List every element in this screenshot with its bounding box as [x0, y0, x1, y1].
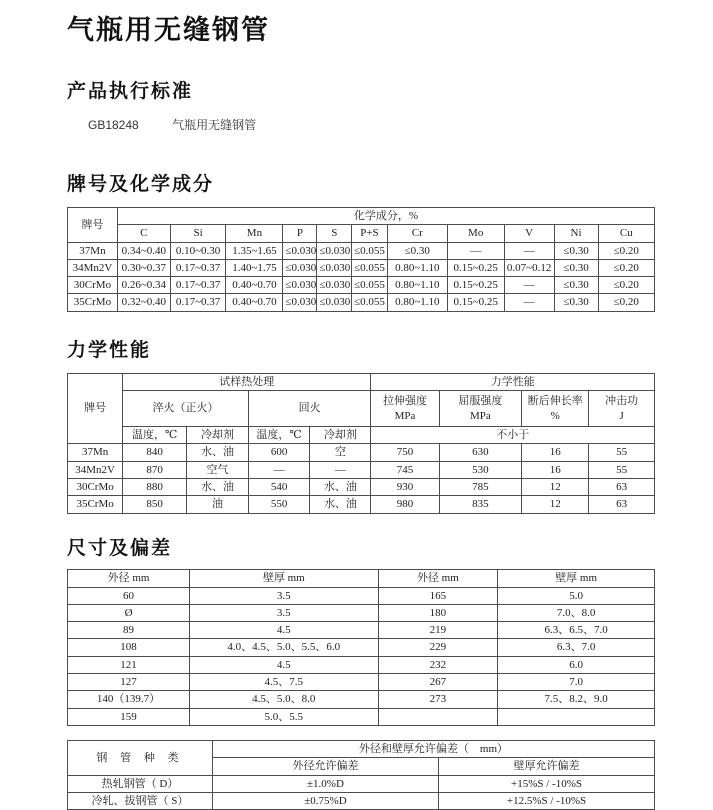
mechanical-properties-table-body: [68, 444, 655, 513]
chemical-composition-table: [67, 207, 655, 312]
table-cell: 0.15~0.25: [447, 259, 504, 276]
standard-line: [67, 116, 656, 133]
column-header-grade: 牌号: [68, 208, 118, 243]
table-cell: 5.0: [498, 587, 655, 604]
table-row: [68, 496, 655, 513]
table-row: [68, 691, 655, 708]
table-cell: ≤0.20: [598, 277, 654, 294]
table-cell: 121: [68, 656, 190, 673]
mechanical-properties-table: [67, 373, 655, 514]
table-cell: 0.15~0.25: [447, 294, 504, 311]
table-cell: +15%S / -10%S: [438, 775, 654, 792]
table-cell: ≤0.030: [283, 277, 317, 294]
column-header-element: Cr: [387, 225, 447, 242]
table-cell: +12.5%S / -10%S: [438, 792, 654, 809]
table-cell: ≤0.030: [317, 242, 352, 259]
section-heading-mechanical: 力学性能: [67, 339, 152, 361]
standard-name: 气瓶用无缝钢管: [172, 118, 257, 132]
table-cell: 0.80~1.10: [387, 259, 447, 276]
table-cell: 35CrMo: [68, 496, 123, 513]
table-row: [68, 674, 655, 691]
column-group-header-tolerance: 外径和壁厚允许偏差（ mm）: [212, 740, 654, 757]
table-cell: ≤0.030: [317, 259, 352, 276]
table-row: [68, 775, 655, 792]
table-row: [68, 792, 655, 809]
table-cell: 835: [439, 496, 522, 513]
table-cell: ≤0.030: [317, 277, 352, 294]
table-cell: 0.34~0.40: [117, 242, 170, 259]
table-cell: 229: [378, 639, 498, 656]
table-cell: 34Mn2V: [68, 259, 118, 276]
column-header-grade: 牌号: [68, 373, 123, 444]
page-title: 气瓶用无缝钢管: [67, 15, 270, 45]
table-cell: ±1.0%D: [212, 775, 438, 792]
table-cell: 273: [378, 691, 498, 708]
table-cell: 219: [378, 622, 498, 639]
table-row: [68, 461, 655, 478]
table-cell: 5.0、5.5: [190, 708, 378, 725]
table-cell: 165: [378, 587, 498, 604]
table-cell: ≤0.30: [554, 242, 598, 259]
table-cell: 0.17~0.37: [170, 294, 226, 311]
table-cell: 12: [522, 478, 589, 495]
column-header-quench: 淬火（正火）: [123, 391, 249, 427]
table-cell: 870: [123, 461, 187, 478]
table-cell: 0.10~0.30: [170, 242, 226, 259]
column-header-outer-diameter: 外径 mm: [68, 569, 190, 587]
table-cell: —: [447, 242, 504, 259]
table-cell: 140（139.7）: [68, 691, 190, 708]
dimensions-table: [67, 569, 655, 726]
column-header-coolant: 冷却剂: [310, 427, 371, 444]
table-cell: 35CrMo: [68, 294, 118, 311]
table-cell: 267: [378, 674, 498, 691]
table-cell: —: [504, 294, 554, 311]
table-cell: 159: [68, 708, 190, 725]
standard-code: GB18248: [88, 118, 139, 132]
table-row: [68, 740, 655, 757]
table-cell: [378, 708, 498, 725]
section-heading-dimensions: 尺寸及偏差: [67, 537, 173, 559]
column-header-wall-thickness: 壁厚 mm: [190, 569, 378, 587]
table-cell: 3.5: [190, 604, 378, 621]
table-cell: ≤0.20: [598, 242, 654, 259]
table-cell: 30CrMo: [68, 478, 123, 495]
table-cell: ≤0.030: [283, 259, 317, 276]
column-header-temperature: 温度，℃: [123, 427, 187, 444]
table-cell: 60: [68, 587, 190, 604]
table-cell: 12: [522, 496, 589, 513]
column-header-tensile: [371, 391, 439, 427]
table-cell: 550: [248, 496, 310, 513]
table-cell: ≤0.030: [317, 294, 352, 311]
table-cell: 745: [371, 461, 439, 478]
table-cell: 0.32~0.40: [117, 294, 170, 311]
chemical-composition-table-body: [68, 242, 655, 311]
table-cell: 16: [522, 444, 589, 461]
table-row: [68, 294, 655, 311]
table-cell: 63: [589, 496, 655, 513]
table-cell: 37Mn: [68, 444, 123, 461]
table-cell: 530: [439, 461, 522, 478]
table-cell: ≤0.055: [352, 259, 388, 276]
table-row: [68, 656, 655, 673]
table-cell: ±0.75%D: [212, 792, 438, 809]
table-cell: ≤0.30: [387, 242, 447, 259]
table-row: [68, 708, 655, 725]
header-unit: MPa: [394, 409, 416, 422]
table-row: [68, 639, 655, 656]
table-cell: 7.5、8.2、9.0: [498, 691, 655, 708]
column-header-yield: [439, 391, 522, 427]
table-cell: 水、油: [310, 478, 371, 495]
header-label: 断后伸长率: [527, 395, 583, 408]
table-cell: 930: [371, 478, 439, 495]
table-cell: 油: [187, 496, 249, 513]
table-cell: 180: [378, 604, 498, 621]
table-cell: 6.3、7.0: [498, 639, 655, 656]
table-cell: 0.30~0.37: [117, 259, 170, 276]
table-cell: 4.5、7.5: [190, 674, 378, 691]
table-row: [68, 242, 655, 259]
header-label: 屈服强度: [458, 395, 503, 408]
table-cell: 0.26~0.34: [117, 277, 170, 294]
table-row: [68, 622, 655, 639]
table-row: [68, 587, 655, 604]
table-cell: ≤0.030: [283, 294, 317, 311]
table-cell: 37Mn: [68, 242, 118, 259]
column-header-od-tolerance: 外径允许偏差: [212, 758, 438, 775]
table-row: [68, 604, 655, 621]
table-cell: 108: [68, 639, 190, 656]
header-unit: J: [619, 409, 624, 422]
table-cell: 水、油: [187, 478, 249, 495]
table-row: [68, 478, 655, 495]
table-cell: ≤0.055: [352, 277, 388, 294]
table-row: [68, 259, 655, 276]
table-cell: 630: [439, 444, 522, 461]
table-cell: ≤0.20: [598, 259, 654, 276]
header-unit: %: [550, 409, 560, 422]
column-header-element: Mo: [447, 225, 504, 242]
table-cell: 34Mn2V: [68, 461, 123, 478]
table-cell: ≤0.30: [554, 259, 598, 276]
table-cell: ≤0.055: [352, 294, 388, 311]
table-cell: 4.0、4.5、5.0、5.5、6.0: [190, 639, 378, 656]
table-cell: ≤0.30: [554, 294, 598, 311]
table-cell: 0.15~0.25: [447, 277, 504, 294]
table-cell: 热轧钢管（ D）: [68, 775, 213, 792]
column-header-element: P: [283, 225, 317, 242]
column-header-element: V: [504, 225, 554, 242]
column-group-header-heat-treatment: 试样热处理: [123, 373, 371, 390]
section-heading-chemistry: 牌号及化学成分: [67, 174, 215, 195]
table-cell: 0.17~0.37: [170, 259, 226, 276]
table-cell: ≤0.030: [283, 242, 317, 259]
column-header-pipe-type: 钢 管 种 类: [68, 740, 213, 775]
column-header-element: Si: [170, 225, 226, 242]
table-cell: 750: [371, 444, 439, 461]
table-cell: 540: [248, 478, 310, 495]
header-label: 拉伸强度: [382, 395, 427, 408]
table-cell: 880: [123, 478, 187, 495]
table-cell: 4.5、5.0、8.0: [190, 691, 378, 708]
column-header-elongation: [522, 391, 589, 427]
column-group-header-mechanical: 力学性能: [371, 373, 655, 390]
table-cell: 4.5: [190, 622, 378, 639]
tolerance-table: [67, 740, 655, 810]
table-row: [68, 373, 655, 390]
table-cell: 0.07~0.12: [504, 259, 554, 276]
table-row: [68, 225, 655, 242]
header-unit: MPa: [470, 409, 491, 422]
table-row: [68, 391, 655, 427]
table-cell: 0.80~1.10: [387, 277, 447, 294]
column-header-element: C: [117, 225, 170, 242]
column-header-element: P+S: [352, 225, 388, 242]
column-header-wt-tolerance: 壁厚允许偏差: [438, 758, 654, 775]
column-header-temper: 回火: [248, 391, 371, 427]
column-header-element: Mn: [226, 225, 283, 242]
tolerance-table-body: [68, 775, 655, 810]
column-header-element: Ni: [554, 225, 598, 242]
column-group-header-chemistry: 化学成分，%: [117, 208, 654, 225]
table-cell: Ø: [68, 604, 190, 621]
table-row: [68, 427, 655, 444]
table-cell: 0.17~0.37: [170, 277, 226, 294]
table-cell: 600: [248, 444, 310, 461]
table-cell: —: [310, 461, 371, 478]
column-header-coolant: 冷却剂: [187, 427, 249, 444]
table-row: [68, 277, 655, 294]
table-cell: 0.80~1.10: [387, 294, 447, 311]
table-cell: 55: [589, 444, 655, 461]
table-cell: [498, 708, 655, 725]
table-cell: 3.5: [190, 587, 378, 604]
table-cell: —: [248, 461, 310, 478]
table-row: [68, 569, 655, 587]
table-cell: 水、油: [310, 496, 371, 513]
table-cell: —: [504, 242, 554, 259]
table-cell: 55: [589, 461, 655, 478]
table-cell: 7.0、8.0: [498, 604, 655, 621]
table-cell: 6.3、6.5、7.0: [498, 622, 655, 639]
table-cell: 16: [522, 461, 589, 478]
table-cell: 冷轧、拔钢管（ S）: [68, 792, 213, 809]
column-header-impact: [589, 391, 655, 427]
table-cell: 840: [123, 444, 187, 461]
table-cell: 0.40~0.70: [226, 294, 283, 311]
column-header-element: Cu: [598, 225, 654, 242]
table-cell: 空气: [187, 461, 249, 478]
table-cell: ≤0.20: [598, 294, 654, 311]
table-cell: 空: [310, 444, 371, 461]
column-header-element: S: [317, 225, 352, 242]
table-cell: 1.35~1.65: [226, 242, 283, 259]
table-cell: 127: [68, 674, 190, 691]
table-cell: 89: [68, 622, 190, 639]
table-cell: 63: [589, 478, 655, 495]
table-cell: 850: [123, 496, 187, 513]
column-header-not-less-than: 不小于: [371, 427, 655, 444]
table-cell: 30CrMo: [68, 277, 118, 294]
table-cell: 232: [378, 656, 498, 673]
table-cell: 0.40~0.70: [226, 277, 283, 294]
table-cell: 水、油: [187, 444, 249, 461]
table-cell: ≤0.055: [352, 242, 388, 259]
table-cell: 980: [371, 496, 439, 513]
table-row: [68, 444, 655, 461]
table-cell: 1.40~1.75: [226, 259, 283, 276]
column-header-outer-diameter: 外径 mm: [378, 569, 498, 587]
table-cell: 6.0: [498, 656, 655, 673]
header-label: 冲击功: [605, 395, 639, 408]
dimensions-table-body: [68, 587, 655, 725]
table-cell: 785: [439, 478, 522, 495]
section-heading-standard: 产品执行标准: [67, 81, 194, 102]
column-header-wall-thickness: 壁厚 mm: [498, 569, 655, 587]
table-cell: 7.0: [498, 674, 655, 691]
table-cell: ≤0.30: [554, 277, 598, 294]
table-cell: 4.5: [190, 656, 378, 673]
column-header-temperature: 温度，℃: [248, 427, 310, 444]
table-row: [68, 208, 655, 225]
table-cell: —: [504, 277, 554, 294]
